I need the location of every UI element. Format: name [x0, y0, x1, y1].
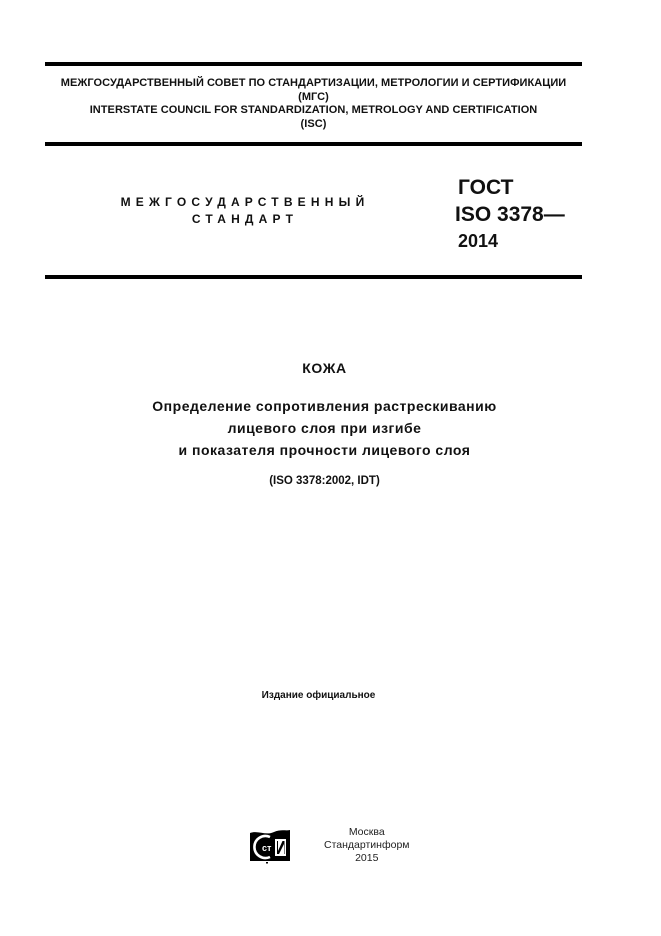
council-header: [45, 77, 582, 131]
standard-designation: [455, 174, 565, 255]
council-name-ru: МЕЖГОСУДАРСТВЕННЫЙ СОВЕТ ПО СТАНДАРТИЗАЦИИ, МЕТРОЛОГИИ И СЕРТИФИКАЦИИ: [60, 77, 567, 89]
middle-rule: [45, 142, 582, 146]
bottom-rule: [45, 275, 582, 279]
iso-reference: (ISO 3378:2002, IDT): [269, 475, 380, 487]
publisher-info: [324, 826, 410, 865]
subtitle: [0, 395, 661, 461]
standard-kind: [100, 194, 390, 228]
designation-line3: 2014: [458, 231, 499, 251]
standard-kind-line1: МЕЖГОСУДАРСТВЕННЫЙ: [120, 195, 370, 209]
council-abbr-ru: (МГС): [298, 90, 329, 103]
standartinform-logo-icon: [248, 828, 292, 864]
publisher-city: Москва: [348, 826, 385, 838]
subtitle-line: лицевого слоя при изгибе: [227, 420, 422, 436]
top-rule: [45, 62, 582, 66]
council-name-en: INTERSTATE COUNCIL FOR STANDARDIZATION, METROLOGY AND CERTIFICATION: [89, 104, 538, 116]
standard-kind-line2: СТАНДАРТ: [191, 212, 299, 226]
edition-label: Издание официальное: [261, 690, 376, 701]
svg-text:ст: ст: [262, 842, 272, 853]
main-title: КОЖА: [302, 360, 347, 376]
council-abbr-en: (ISC): [300, 117, 327, 130]
subtitle-line: Определение сопротивления растрескиванию: [152, 398, 497, 414]
designation-line1: ГОСТ: [458, 176, 514, 199]
title-block: [0, 359, 661, 489]
subtitle-line: и показателя прочности лицевого слоя: [178, 442, 471, 458]
designation-line2: ISO 3378—: [455, 203, 565, 226]
publication-year: 2015: [355, 852, 379, 864]
publisher-name: Стандартинформ: [324, 839, 410, 851]
publisher-block: [248, 826, 410, 865]
